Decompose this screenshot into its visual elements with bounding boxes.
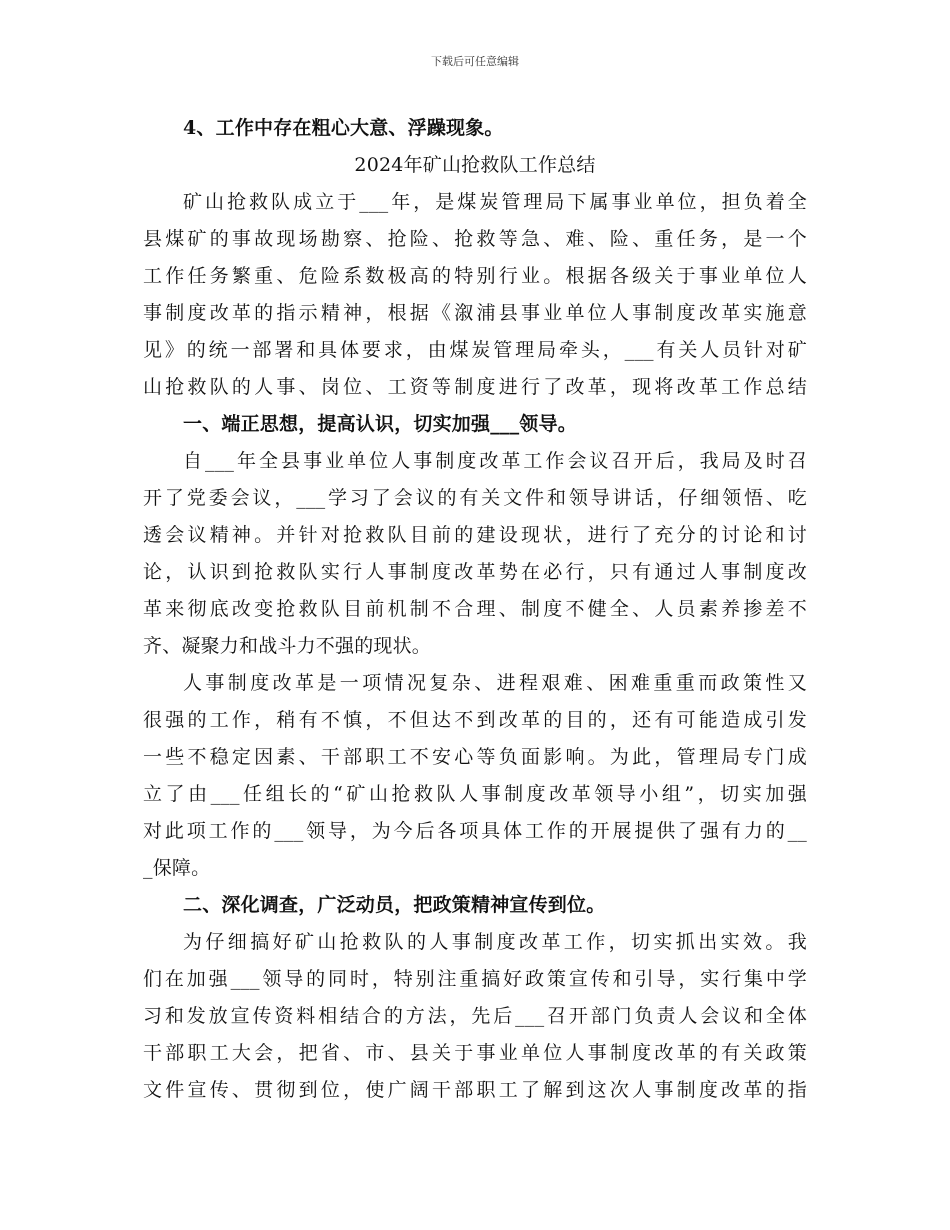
- text-line: 矿山抢救队成立于___年，是煤炭管理局下属事业单位，担负着全: [183, 191, 807, 213]
- text-line: 见》的统一部署和具体要求，由煤炭管理局牵头，___有关人员针对矿: [143, 339, 807, 361]
- document-body: [143, 110, 807, 1109]
- text-line: 习和发放宣传资料相结合的方法，先后___召开部门负责人会议和全体: [143, 1005, 807, 1027]
- text-line: 人事制度改革是一项情况复杂、进程艰难、困难重重而政策性又: [183, 672, 807, 694]
- text-line: 文件宣传、贯彻到位，使广阔干部职工了解到这次人事制度改革的指: [143, 1079, 807, 1101]
- intro-paragraph: [143, 184, 807, 406]
- text-line: 立了由___任组长的“矿山抢救队人事制度改革领导小组”，切实加强: [143, 783, 807, 805]
- text-line: 齐、凝聚力和战斗力不强的现状。: [143, 635, 432, 657]
- section1-paragraph-1: [143, 443, 807, 665]
- text-line: 们在加强___领导的同时，特别注重搞好政策宣传和引导，实行集中学: [143, 968, 807, 990]
- text-line: 一些不稳定因素、干部职工不安心等负面影响。为此，管理局专门成: [143, 746, 807, 768]
- text-line: 对此项工作的___领导，为今后各项具体工作的开展提供了强有力的__: [143, 820, 807, 842]
- text-line: 透会议精神。并针对抢救队目前的建设现状，进行了充分的讨论和讨: [143, 524, 807, 546]
- text-line: 干部职工大会，把省、市、县关于事业单位人事制度改革的有关政策: [143, 1042, 807, 1064]
- text-line: _保障。: [143, 857, 211, 879]
- text-line: 革来彻底改变抢救队目前机制不合理、制度不健全、人员素养掺差不: [143, 598, 807, 620]
- text-line: 很强的工作，稍有不慎，不但达不到改革的目的，还有可能造成引发: [143, 709, 807, 731]
- text-line: 自___年全县事业单位人事制度改革工作会议召开后，我局及时召: [183, 450, 807, 472]
- text-line: 县煤矿的事故现场勘察、抢险、抢救等急、难、险、重任务，是一个: [143, 228, 807, 250]
- text-line: 论，认识到抢救队实行人事制度改革势在必行，只有通过人事制度改: [143, 561, 807, 583]
- prev-list-item: 4、工作中存在粗心大意、浮躁现象。: [183, 117, 504, 139]
- text-line: 山抢救队的人事、岗位、工资等制度进行了改革，现将改革工作总结: [143, 376, 807, 398]
- section2-paragraph-1: [143, 924, 807, 1109]
- section1-paragraph-2: [143, 665, 807, 887]
- section-heading-2: 二、深化调查，广泛动员，把政策精神宣传到位。: [183, 894, 606, 916]
- page-header-note: 下载后可任意编辑: [431, 55, 519, 68]
- text-line: 开了党委会议，___学习了会议的有关文件和领导讲话，仔细领悟、吃: [143, 487, 807, 509]
- text-line: 为仔细搞好矿山抢救队的人事制度改革工作，切实抓出实效。我: [183, 931, 807, 953]
- document-title: 2024年矿山抢救队工作总结: [354, 154, 596, 176]
- section-heading-1: 一、端正思想，提高认识，切实加强___领导。: [183, 413, 577, 435]
- text-line: 工作任务繁重、危险系数极高的特别行业。根据各级关于事业单位人: [143, 265, 807, 287]
- text-line: 事制度改革的指示精神，根据《溆浦县事业单位人事制度改革实施意: [143, 302, 807, 324]
